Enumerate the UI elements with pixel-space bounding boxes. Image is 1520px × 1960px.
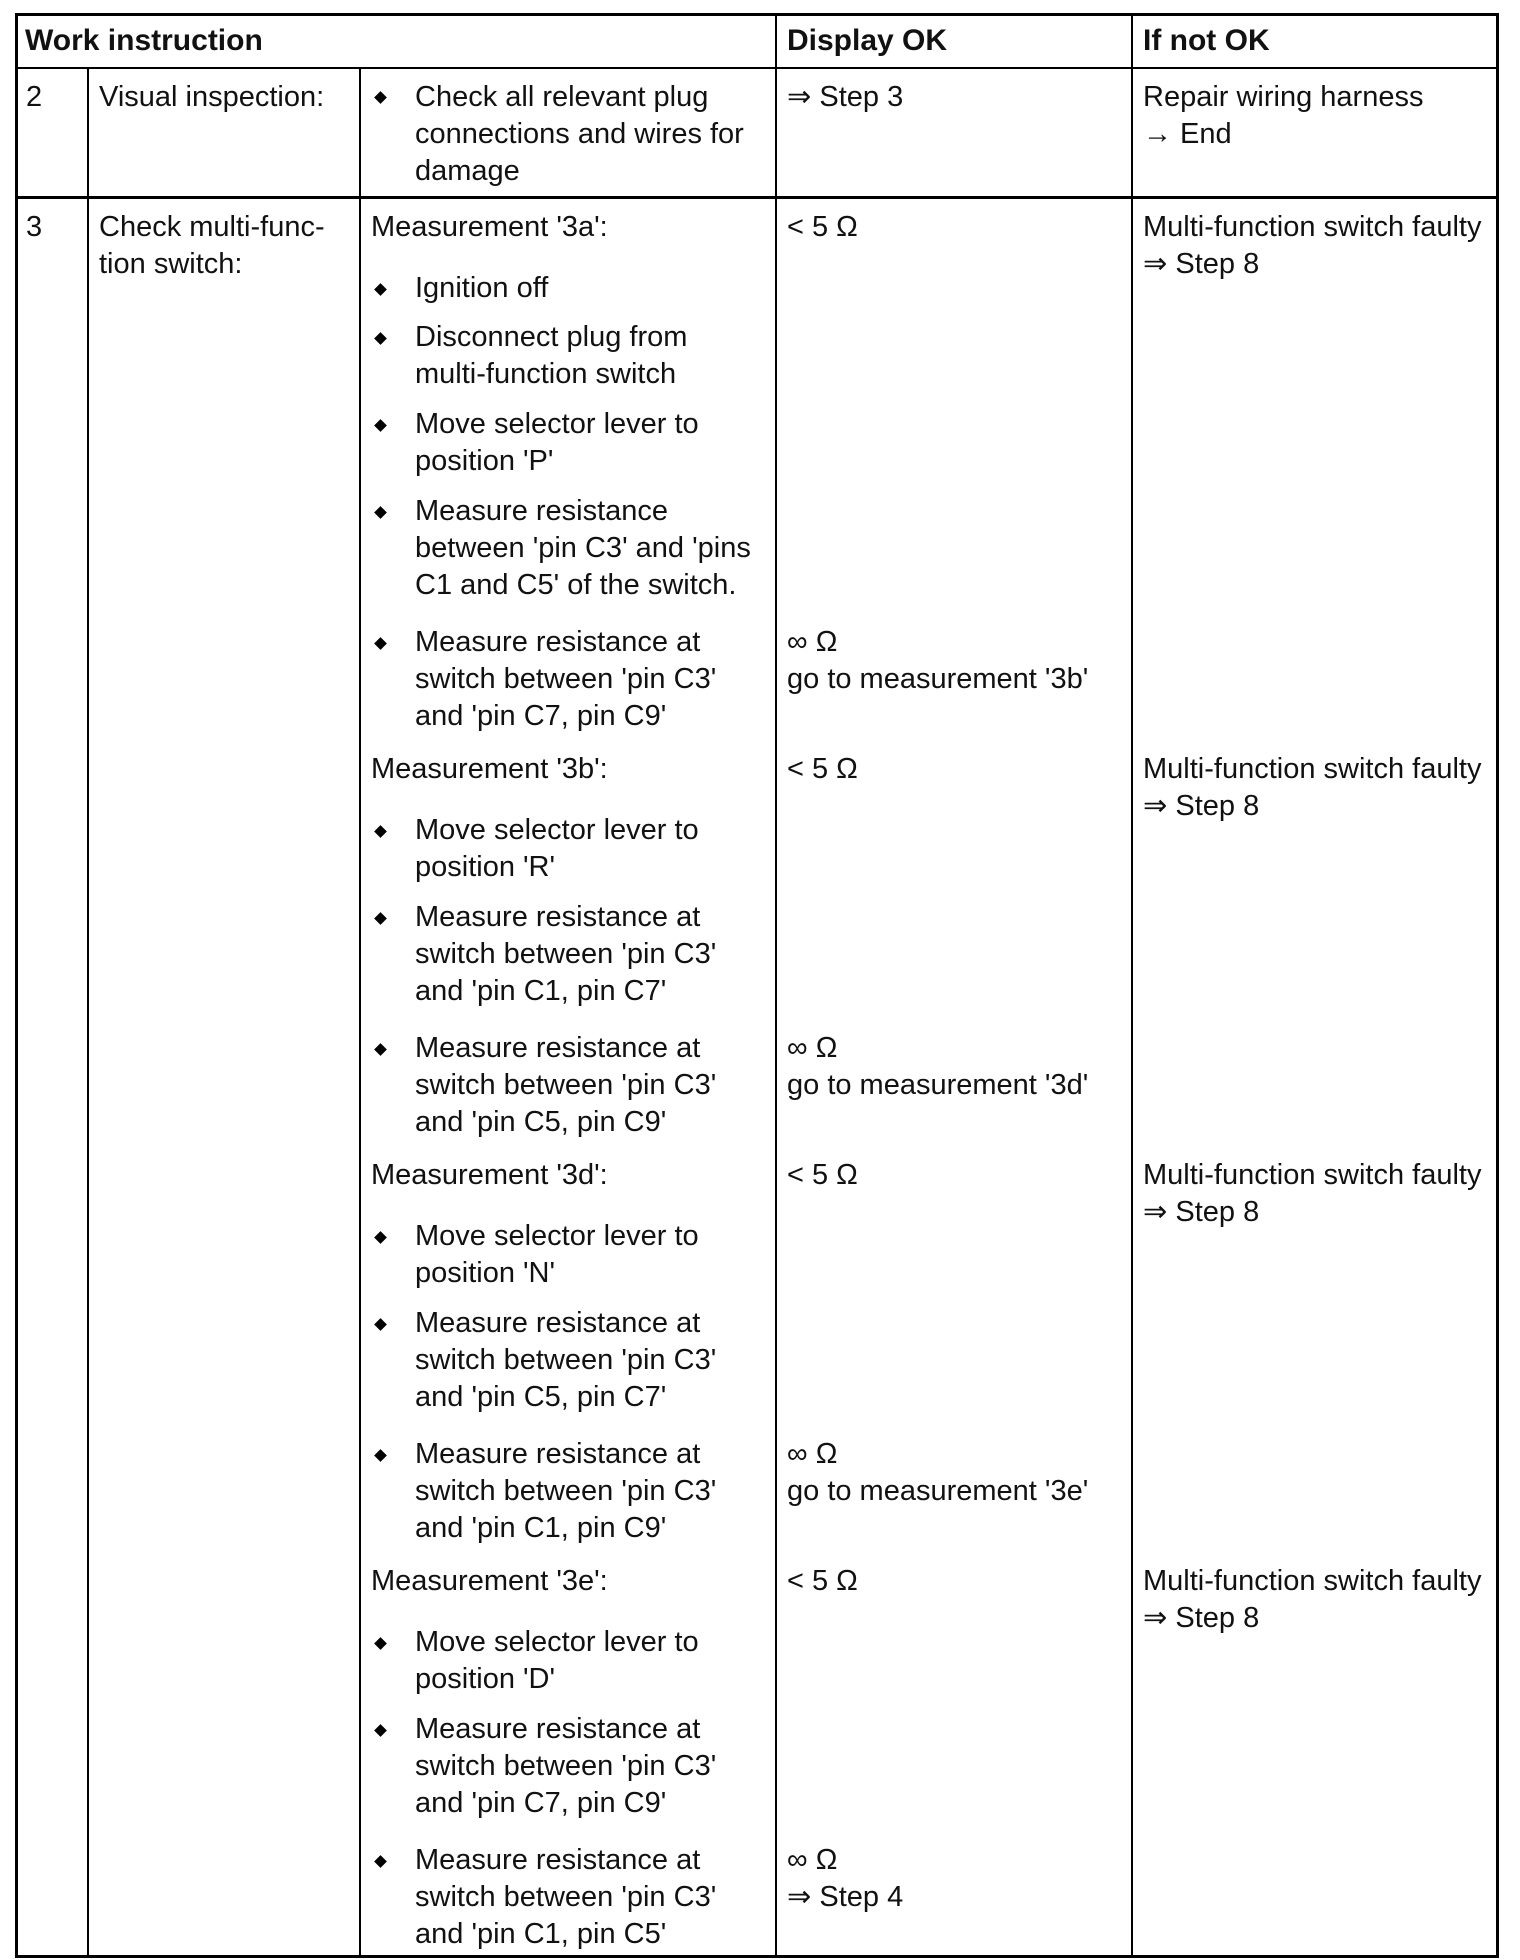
measurement-3d-not-ok: Multi-function switch faulty [1143, 1159, 1482, 1191]
table-border-top [15, 13, 1499, 16]
measurement-3a-title: Measurement '3a': [371, 211, 608, 243]
measurement-3e-ok-next: ⇒ Step 4 [787, 1881, 904, 1913]
row3-step-number: 3 [26, 211, 43, 243]
header-work-instruction: Work instruction [25, 24, 263, 57]
instruction-line: between 'pin C3' and 'pins [415, 532, 751, 564]
bullet-icon [374, 1318, 387, 1331]
row2-step-number: 2 [26, 81, 43, 113]
instruction-line: Move selector lever to [415, 408, 699, 440]
bullet-icon [374, 1637, 387, 1650]
instruction-line: and 'pin C1, pin C7' [415, 975, 667, 1007]
row2-if-not-ok: Repair wiring harness [1143, 81, 1424, 113]
row2-divider [15, 196, 1499, 199]
measurement-3b-ok-open: ∞ Ω [787, 1032, 838, 1064]
row2-display-ok: ⇒ Step 3 [787, 81, 904, 113]
instruction-line: Measure resistance at [415, 1307, 701, 1339]
measurement-3d-ok-open: ∞ Ω [787, 1438, 838, 1470]
instruction-line: position 'D' [415, 1663, 556, 1695]
measurement-3a-ok-next: go to measurement '3b' [787, 663, 1089, 695]
table-border-left [15, 13, 18, 1958]
instruction-line: Ignition off [415, 272, 549, 304]
measurement-3a-not-ok: Multi-function switch faulty [1143, 211, 1482, 243]
row3-step-name: tion switch: [99, 248, 243, 280]
bullet-icon [374, 506, 387, 519]
header-display-ok: Display OK [787, 24, 948, 57]
measurement-3e-ok-open: ∞ Ω [787, 1844, 838, 1876]
measurement-3e-ok-low: < 5 Ω [787, 1565, 858, 1597]
col-ok-divider [775, 13, 777, 1958]
bullet-icon [374, 1449, 387, 1462]
instruction-line: Disconnect plug from [415, 321, 688, 353]
instruction-line: Move selector lever to [415, 814, 699, 846]
measurement-3d-ok-low: < 5 Ω [787, 1159, 858, 1191]
measurement-3e-title: Measurement '3e': [371, 1565, 608, 1597]
instruction-line: position 'N' [415, 1257, 556, 1289]
instruction-line: position 'R' [415, 851, 556, 883]
instruction-line: Measure resistance at [415, 901, 701, 933]
instruction-line: Move selector lever to [415, 1626, 699, 1658]
bullet-icon [374, 1231, 387, 1244]
bullet-icon [374, 1043, 387, 1056]
instruction-line: and 'pin C7, pin C9' [415, 700, 667, 732]
measurement-3d-title: Measurement '3d': [371, 1159, 608, 1191]
instruction-line: position 'P' [415, 445, 554, 477]
col-notok-divider [1131, 13, 1133, 1958]
col-step-divider [87, 67, 89, 1958]
instruction-line: switch between 'pin C3' [415, 1069, 717, 1101]
instruction-line: and 'pin C7, pin C9' [415, 1787, 667, 1819]
instruction-line: Measure resistance at [415, 1438, 701, 1470]
measurement-3b-ok-next: go to measurement '3d' [787, 1069, 1089, 1101]
row2-instruction-line: Check all relevant plug [415, 81, 709, 113]
table-border-bottom [15, 1955, 1499, 1958]
instruction-line: and 'pin C1, pin C9' [415, 1512, 667, 1544]
instruction-line: Measure resistance at [415, 1032, 701, 1064]
bullet-icon [374, 332, 387, 345]
instruction-line: Measure resistance at [415, 1844, 701, 1876]
instruction-line: Move selector lever to [415, 1220, 699, 1252]
instruction-line: and 'pin C5, pin C9' [415, 1106, 667, 1138]
instruction-line: Measure resistance at [415, 1713, 701, 1745]
row2-instruction-line: damage [415, 155, 520, 187]
instruction-line: and 'pin C1, pin C5' [415, 1918, 667, 1950]
measurement-3a-not-ok: ⇒ Step 8 [1143, 248, 1260, 280]
bullet-icon [374, 825, 387, 838]
row2-if-not-ok: → End [1143, 118, 1232, 150]
measurement-3b-not-ok: ⇒ Step 8 [1143, 790, 1260, 822]
measurement-3a-ok-open: ∞ Ω [787, 626, 838, 658]
instruction-line: Measure resistance at [415, 626, 701, 658]
row2-instruction-line: connections and wires for [415, 118, 744, 150]
measurement-3d-not-ok: ⇒ Step 8 [1143, 1196, 1260, 1228]
instruction-line: multi-function switch [415, 358, 677, 390]
row2-step-name: Visual inspection: [99, 81, 325, 113]
col-name-divider [359, 67, 361, 1958]
measurement-3e-not-ok: ⇒ Step 8 [1143, 1602, 1260, 1634]
instruction-line: C1 and C5' of the switch. [415, 569, 737, 601]
instruction-line: switch between 'pin C3' [415, 938, 717, 970]
bullet-icon [374, 419, 387, 432]
instruction-line: switch between 'pin C3' [415, 663, 717, 695]
measurement-3b-not-ok: Multi-function switch faulty [1143, 753, 1482, 785]
bullet-icon [374, 912, 387, 925]
instruction-line: switch between 'pin C3' [415, 1881, 717, 1913]
instruction-line: switch between 'pin C3' [415, 1475, 717, 1507]
measurement-3b-title: Measurement '3b': [371, 753, 608, 785]
bullet-icon [374, 1855, 387, 1868]
header-if-not-ok: If not OK [1143, 24, 1270, 57]
header-divider [15, 67, 1499, 69]
bullet-icon [374, 91, 387, 104]
bullet-icon [374, 283, 387, 296]
measurement-3b-ok-low: < 5 Ω [787, 753, 858, 785]
bullet-icon [374, 1724, 387, 1737]
measurement-3e-not-ok: Multi-function switch faulty [1143, 1565, 1482, 1597]
measurement-3d-ok-next: go to measurement '3e' [787, 1475, 1089, 1507]
measurement-3a-ok-low: < 5 Ω [787, 211, 858, 243]
table-border-right [1496, 13, 1499, 1958]
instruction-line: and 'pin C5, pin C7' [415, 1381, 667, 1413]
bullet-icon [374, 637, 387, 650]
instruction-line: switch between 'pin C3' [415, 1750, 717, 1782]
instruction-line: switch between 'pin C3' [415, 1344, 717, 1376]
instruction-line: Measure resistance [415, 495, 669, 527]
row3-step-name: Check multi-func- [99, 211, 325, 243]
